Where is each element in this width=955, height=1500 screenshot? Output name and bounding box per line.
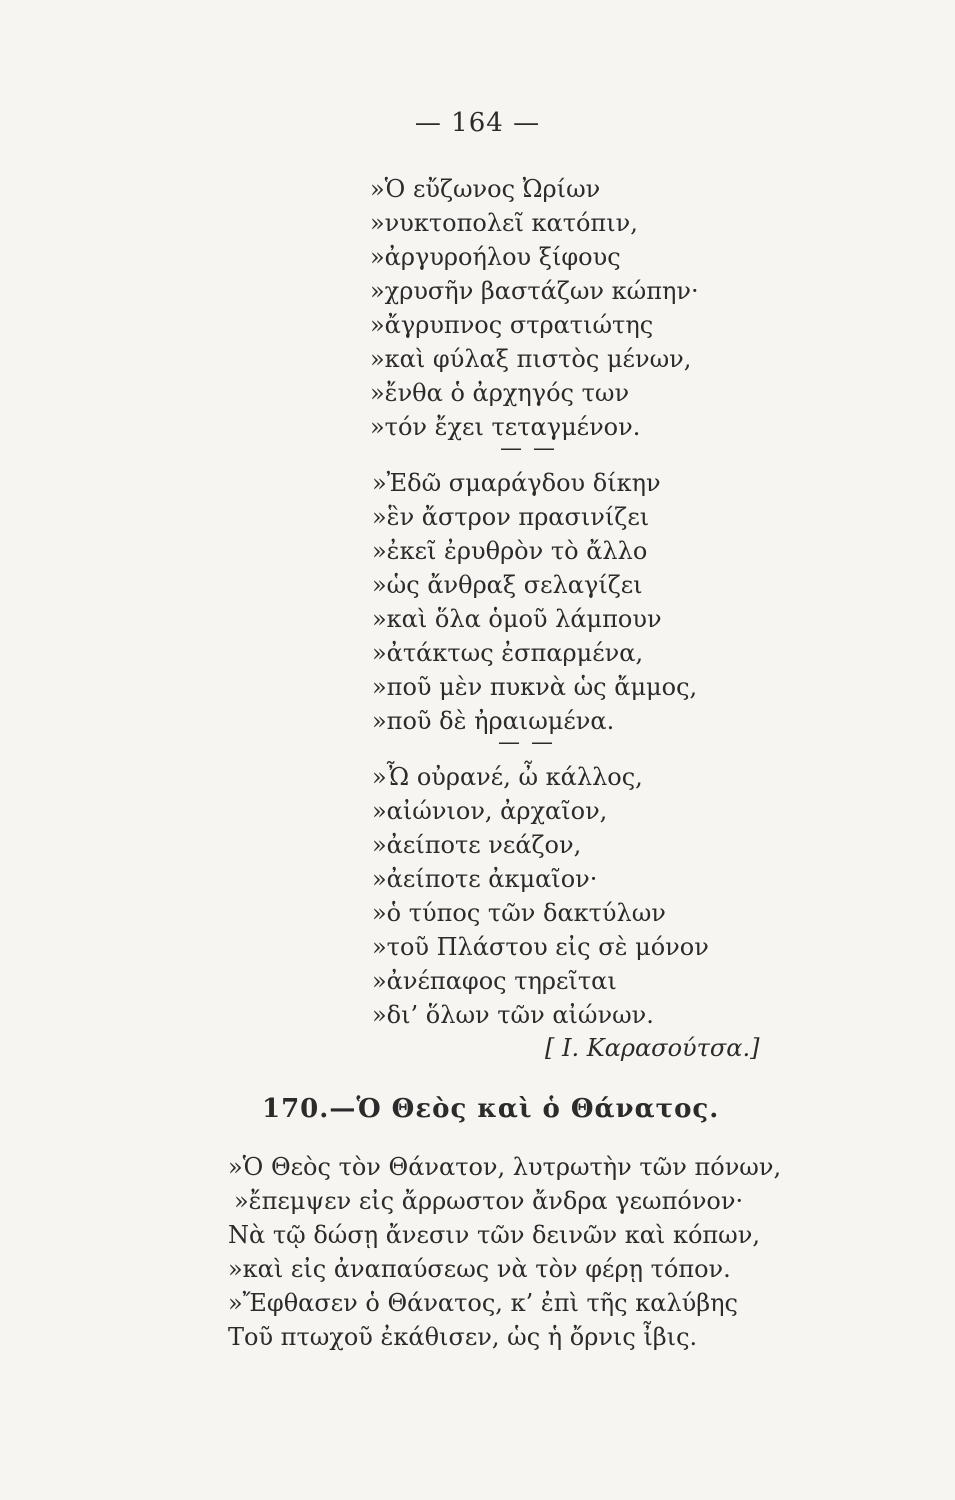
stanza-separator: — — [500,436,557,461]
verse-line: »ἀνέπαφος τηρεῖται [372,967,617,995]
verse-line: »αἰώνιον, ἀρχαῖον, [372,797,608,825]
verse-line: »ἔπεμψεν εἰς ἄρρωστον ἄνδρα γεωπόνον· [234,1187,744,1215]
poem-attribution: [ Ι. Καρασούτσα.] [545,1034,760,1062]
verse-line: »ἀείποτε ἀκμαῖον· [372,865,598,893]
verse-line: »καὶ ὅλα ὁμοῦ λάμπουν [372,605,662,633]
section-poem [228,1150,781,1354]
stanza-separator: — — [498,730,555,755]
section-heading: 170.—Ὁ Θεὸς καὶ ὁ Θάνατος. [262,1094,720,1124]
verse-line: »τοῦ Πλάστου εἰς σὲ μόνον [372,933,709,961]
verse-line: »Ἔφθασεν ὁ Θάνατος, κ’ ἐπὶ τῆς καλύβης [228,1289,738,1317]
verse-line: Νὰ τῷ δώσῃ ἄνεσιν τῶν δεινῶν καὶ κόπων, [228,1221,760,1249]
verse-line: »Ἐδῶ σμαράγδου δίκην [372,469,661,497]
verse-line: »Ὁ εὔζωνος Ὠρίων [370,175,601,203]
verse-line: »ἐκεῖ ἐρυθρὸν τὸ ἄλλο [372,537,648,565]
verse-line: »ἀείποτε νεάζον, [372,831,582,859]
verse-line: »ὁ τύπος τῶν δακτύλων [372,899,666,927]
verse-line: »ἔνθα ὁ ἀρχηγός των [370,379,630,407]
verse-line: »Ὁ Θεὸς τὸν Θάνατον, λυτρωτὴν τῶν πόνων, [228,1153,782,1181]
verse-line: »καὶ εἰς ἀναπαύσεως νὰ τὸν φέρῃ τόπον. [228,1255,731,1283]
verse-line: »ἀτάκτως ἐσπαρμένα, [372,639,644,667]
verse-line: »ὡς ἄνθραξ σελαγίζει [372,571,643,599]
verse-line: »ἀργυροήλου ξίφους [370,243,621,271]
page-number: — 164 — [414,108,541,138]
verse-line: »καὶ φύλαξ πιστὸς μένων, [370,345,692,373]
verse-line: »τόν ἔχει τεταγμένον. [370,413,641,441]
verse-line: »Ὦ οὐρανέ, ὦ κάλλος, [372,763,643,791]
verse-line: »νυκτοπολεῖ κατόπιν, [370,209,638,237]
verse-line: »ἓν ἄστρον πρασινίζει [372,503,650,531]
verse-line: »ποῦ δὲ ἠραιωμένα. [372,707,615,735]
poem-stanza-1 [370,172,699,444]
verse-line: Τοῦ πτωχοῦ ἐκάθισεν, ὡς ἡ ὄρνις ἶβις. [228,1323,698,1351]
verse-line: »ποῦ μὲν πυκνὰ ὡς ἄμμος, [372,673,698,701]
verse-line: »δι’ ὅλων τῶν αἰώνων. [372,1001,654,1029]
poem-stanza-3 [372,760,709,1032]
poem-stanza-2 [372,466,697,738]
verse-line: »ἄγρυπνος στρατιώτης [370,311,654,339]
verse-line: »χρυσῆν βαστάζων κώπην· [370,277,699,305]
